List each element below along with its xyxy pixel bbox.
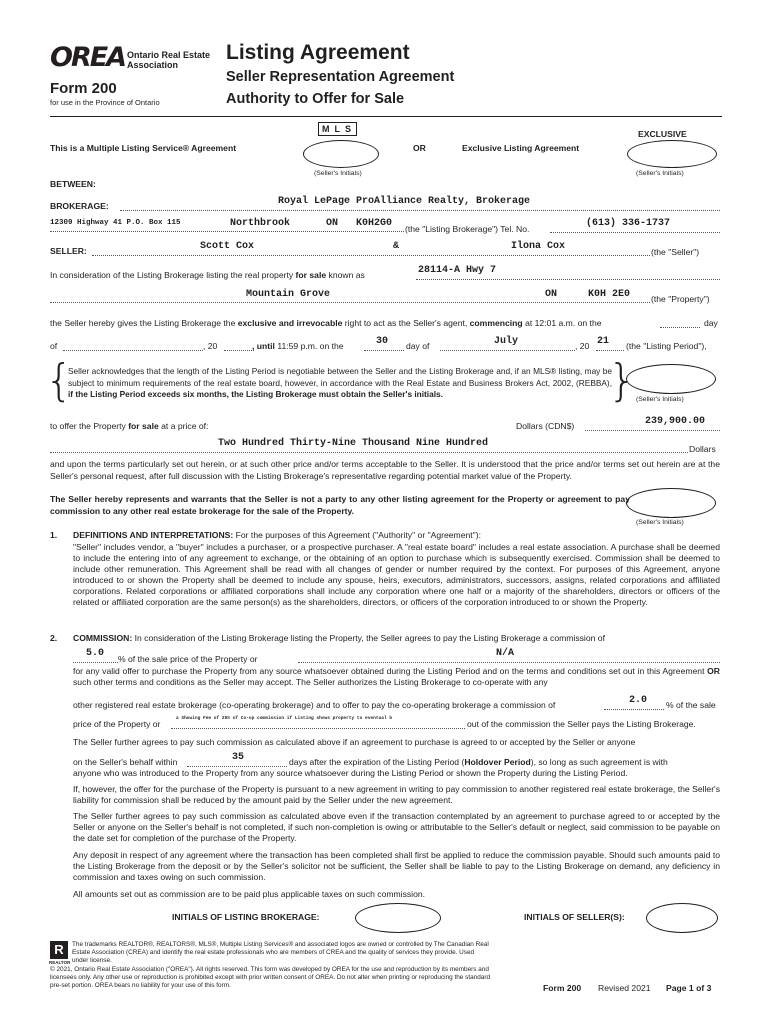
warranty-initials-oval[interactable] [626,488,716,518]
consideration-line: In consideration of the Listing Brokerage listing the real property for sale known as [50,270,365,280]
address-line [416,279,720,280]
period-initials-oval[interactable] [626,364,716,394]
section1-body: "Seller" includes vendor, a "buyer" includes a purchaser, or a prospective purchaser. A "real estate board" includes a real estate association. A purchase shall be deemed to include the entering into of any agreement to exchange, or the obtaining of an option to purchase which is subsequently exercised. Commission shall be deemed to include other remuneration. This Agreement shall be read with all changes of gender or number required by the context. For purposes of this Agreement, anyone introduced to or shown the Property shall be deemed to include any spouse, heirs, executors, administrators, successors, assigns, related corporations and affiliated corporations. Related corporations or affiliated corporations shall include any corporation where one half or a majority of the shareholders, directors or officers of the related or affiliated corporation are the same person(s) as the shareholders, directors, or officers of the corporation introduced to or shown the Property. [73,542,720,607]
section1-number: 1. [50,530,58,540]
commence-day-line [660,327,700,328]
property-suffix: (the "Property") [651,294,710,304]
brokerage-address-field[interactable]: 12309 Highway 41 P.O. Box 115 [50,219,181,227]
warranty-initials-label: (Seller's Initials) [636,519,684,526]
seller1-field[interactable]: Scott Cox [200,241,255,252]
commission-alt-line [298,662,720,663]
end-day-field[interactable]: 30 [376,336,389,347]
commission-alt-field[interactable]: N/A [496,648,515,659]
end-year-field[interactable]: 21 [597,336,610,347]
orea-logo [50,42,125,73]
commission-pct-text: % of the sale price of the Property or [118,654,258,664]
period-acknowledgement: Seller acknowledges that the length of the Listing Period is negotiable between the Seller and the Listing Brokerage and, if an MLS® listing, may be subject to minimum requirements of the real estate board, however, in accordance with the Real Estate and Business Brokers Act, 2002, (REBBA), if the Listing Period exceeds six months, the Listing Brokerage must obtain the Seller's initials. [68,366,612,399]
seller-line [92,255,650,256]
footer-page: Page 1 of 3 [666,983,712,993]
mls-logo-text: MLS [318,122,357,136]
or-label: OR [413,143,426,153]
section1-heading-line: DEFINITIONS AND INTERPRETATIONS: For the purposes of this Agreement ("Authority" or "Agreement"): [73,530,481,540]
realtor-logo-mark: R [54,942,64,957]
end-month-field[interactable]: July [494,336,519,347]
province-note: for use in the Province of Ontario [50,98,160,107]
between-label: BETWEEN: [50,179,96,189]
section2-number: 2. [50,633,58,643]
holdover-prefix: on the Seller's behalf within [73,757,178,767]
coop-pct-field[interactable]: 2.0 [629,695,648,706]
price-terms: and upon the terms particularly set out herein, or at such other price and/or terms acceptable to the Seller. It is understood that the price and/or terms set out herein are at the Seller's personal request, after full discussion with the Listing Brokerage's representative regarding potential market value of the Property. [50,459,720,481]
header-divider [50,116,722,117]
footer-revised: Revised 2021 [598,983,651,993]
brokerage-phone-field[interactable]: (613) 336-1737 [586,218,671,229]
period-day-of: day of [406,341,430,351]
exclusive-initials-label: (Seller's Initials) [636,170,684,177]
footer-form: Form 200 [543,983,582,993]
copyright-notice: © 2021, Ontario Real Estate Association ("OREA"). All rights reserved. This form was developed by OREA for the use and reproduction by its members and licensees only. Any other use or reproduction is prohibited except with prior written consent of OREA. Do not alter when printing or reproducing the standard pre-set portion. OREA bears no liability for your use of this form. [50,966,491,989]
commence-year-line [224,350,254,351]
brokerage-suffix: (the "Listing Brokerage") Tel. No. [405,224,530,234]
holdover-days-field[interactable]: 35 [232,752,245,763]
coop-text: other registered real estate brokerage (co-operating brokerage) and to offer to pay the co-operating brokerage a commission of [73,700,556,710]
phone-line [550,232,720,233]
property-postal-field[interactable]: K0H 2E0 [588,289,631,300]
form-number: Form 200 [50,80,117,97]
mls-logo [318,122,357,136]
mls-initials-label: (Seller's Initials) [314,170,362,177]
coop-price-suffix: out of the commission the Seller pays the Listing Brokerage. [467,719,696,729]
price-dollars-suffix: Dollars [689,444,716,454]
orea-logo-text: OREA [50,42,126,73]
warranty-statement: The Seller hereby represents and warrants that the Seller is not a party to any other listing agreement for the Property or agreement to pay commission to any other real estate brokerage for the sale of the Property. [50,494,630,516]
dollars-cdn-label: Dollars (CDN$) [516,421,575,431]
realtor-logo-word: REALTOR [49,960,71,965]
period-suffix: (the "Listing Period"), [626,341,707,351]
exclusive-label: Exclusive Listing Agreement [462,143,580,153]
price-words-field[interactable]: Two Hundred Thirty-Nine Thousand Nine Hundred [218,438,489,449]
seller-amp: & [393,241,400,252]
period-20b: , 20 [575,341,590,351]
deposit-clause: Any deposit in respect of any agreement where the transaction has been completed shall first be applied to reduce the commission payable. Should such amounts paid to the Listing Brokerage from the deposit or by the Seller's solicitor not be sufficient, the Seller shall be liable to pay to the Listing Brokerage on demand, any deficiency in commission and taxes owing on such commission. [73,850,720,882]
period-until: , until 11:59 p.m. on the [252,341,344,351]
end-year-line [596,350,624,351]
section2-heading-line: COMMISSION: In consideration of the Listing Brokerage listing the Property, the Seller agrees to pay the Listing Brokerage a commission of [73,633,605,643]
period-line-1: the Seller hereby gives the Listing Brokerage the exclusive and irrevocable right to act as the Seller's agent, commencing at 12:01 a.m. on the [50,318,602,328]
commence-month-line [63,350,203,351]
left-brace: { [45,355,73,406]
right-brace: } [608,355,636,406]
org-name: Ontario Real Estate Association [127,50,211,70]
price-numeric-line [585,430,720,431]
however-clause: If, however, the offer for the purchase of the Property is pursuant to a new agreement in writing to pay commission to another registered real estate brokerage, the Seller's liability for commission shall be reduced by the amount paid by the Seller under the new agreement. [73,784,720,805]
subtitle-2: Authority to Offer for Sale [226,91,405,107]
period-initials-label: (Seller's Initials) [636,396,684,403]
mls-agreement-label: This is a Multiple Listing Service® Agreement [50,143,237,153]
coop-alt-line [171,728,465,729]
coop-pct-line [604,709,664,710]
coop-price-prefix: price of the Property or [73,719,161,729]
brokerage-name-field[interactable]: Royal LePage ProAlliance Realty, Brokerage [278,196,531,207]
seller2-field[interactable]: Ilona Cox [511,241,566,252]
period-of: of [50,341,58,351]
end-day-line [364,350,404,351]
taxes-clause: All amounts set out as commission are to be paid plus applicable taxes on such commission. [73,889,426,899]
period-20a: , 20 [203,341,218,351]
coop-alt-field[interactable]: a Showing Fee of 25% of Co-op commission if Listing shows property to eventual b [176,716,393,721]
commission-pct-field[interactable]: 5.0 [86,648,105,659]
property-prov-field[interactable]: ON [545,289,558,300]
brokerage-address-line [50,231,404,232]
realtor-logo [50,941,68,959]
exclusive-initials-oval[interactable] [627,140,717,168]
further2-clause: The Seller further agrees to pay such commission as calculated above even if the transaction contemplated by an agreement to purchase agreed to or accepted by the Seller or anyone on the Seller's behalf is not completed, if such non-completion is owing or attributable to the Seller's default or neglect, said commission to be payable on the date set for completion of the purchase of the Property. [73,811,720,843]
period-day-word: day [704,318,718,328]
commission-terms: for any valid offer to purchase the Property from any source whatsoever obtained during the Listing Period and on the terms and conditions set out in this Agreement OR such other terms and conditions as the Seller may accept. The Seller authorizes the Listing Brokerage to co-operate with any [73,666,720,687]
seller-suffix: (the "Seller") [651,247,700,257]
price-numeric-field[interactable]: 239,900.00 [645,416,706,427]
trademark-notice: The trademarks REALTOR®, REALTORS®, MLS®, Multiple Listing Services® and associated logos are owned or controlled by The Canadian Real Estate Association (CREA) and identify the real estate professionals who are members of CREA and the quality of services they provide. Used under license. [72,941,489,964]
holdover-text: days after the expiration of the Listing Period (Holdover Period), so long as such agreement is with [289,757,668,767]
brokerage-label: BROKERAGE: [50,201,109,211]
coop-suffix: % of the sale [666,700,716,710]
commission-pct-line [73,662,118,663]
further1: The Seller further agrees to pay such commission as calculated above if an agreement to purchase is agreed to or accepted by the Seller or anyone [73,737,636,747]
page-title: Listing Agreement [226,41,410,64]
brokerage-prov-field[interactable]: ON [326,218,339,229]
seller-initials-oval[interactable] [646,903,718,933]
holdover-line [187,766,287,767]
mls-initials-oval[interactable] [303,140,379,168]
holdover-line2: anyone who was introduced to the Property from any source whatsoever during the Listing Period or shown the Property during the Listing Period. [73,768,628,778]
city-line [50,302,650,303]
brokerage-postal-field[interactable]: K0H2G0 [356,218,393,229]
subtitle-1: Seller Representation Agreement [226,69,455,85]
end-month-line [440,350,575,351]
price-line: to offer the Property for sale at a price of: [50,421,209,431]
brokerage-city-field[interactable]: Northbrook [230,218,291,229]
seller-label: SELLER: [50,246,87,256]
property-address-field[interactable]: 28114-A Hwy 7 [418,265,497,276]
seller-initials-label: INITIALS OF SELLER(S): [524,912,625,922]
brokerage-line [120,210,720,211]
brokerage-initials-label: INITIALS OF LISTING BROKERAGE: [172,912,320,922]
property-city-field[interactable]: Mountain Grove [246,289,331,300]
price-words-line [50,452,688,453]
brokerage-initials-oval[interactable] [355,903,441,933]
exclusive-heading: EXCLUSIVE [638,129,687,139]
